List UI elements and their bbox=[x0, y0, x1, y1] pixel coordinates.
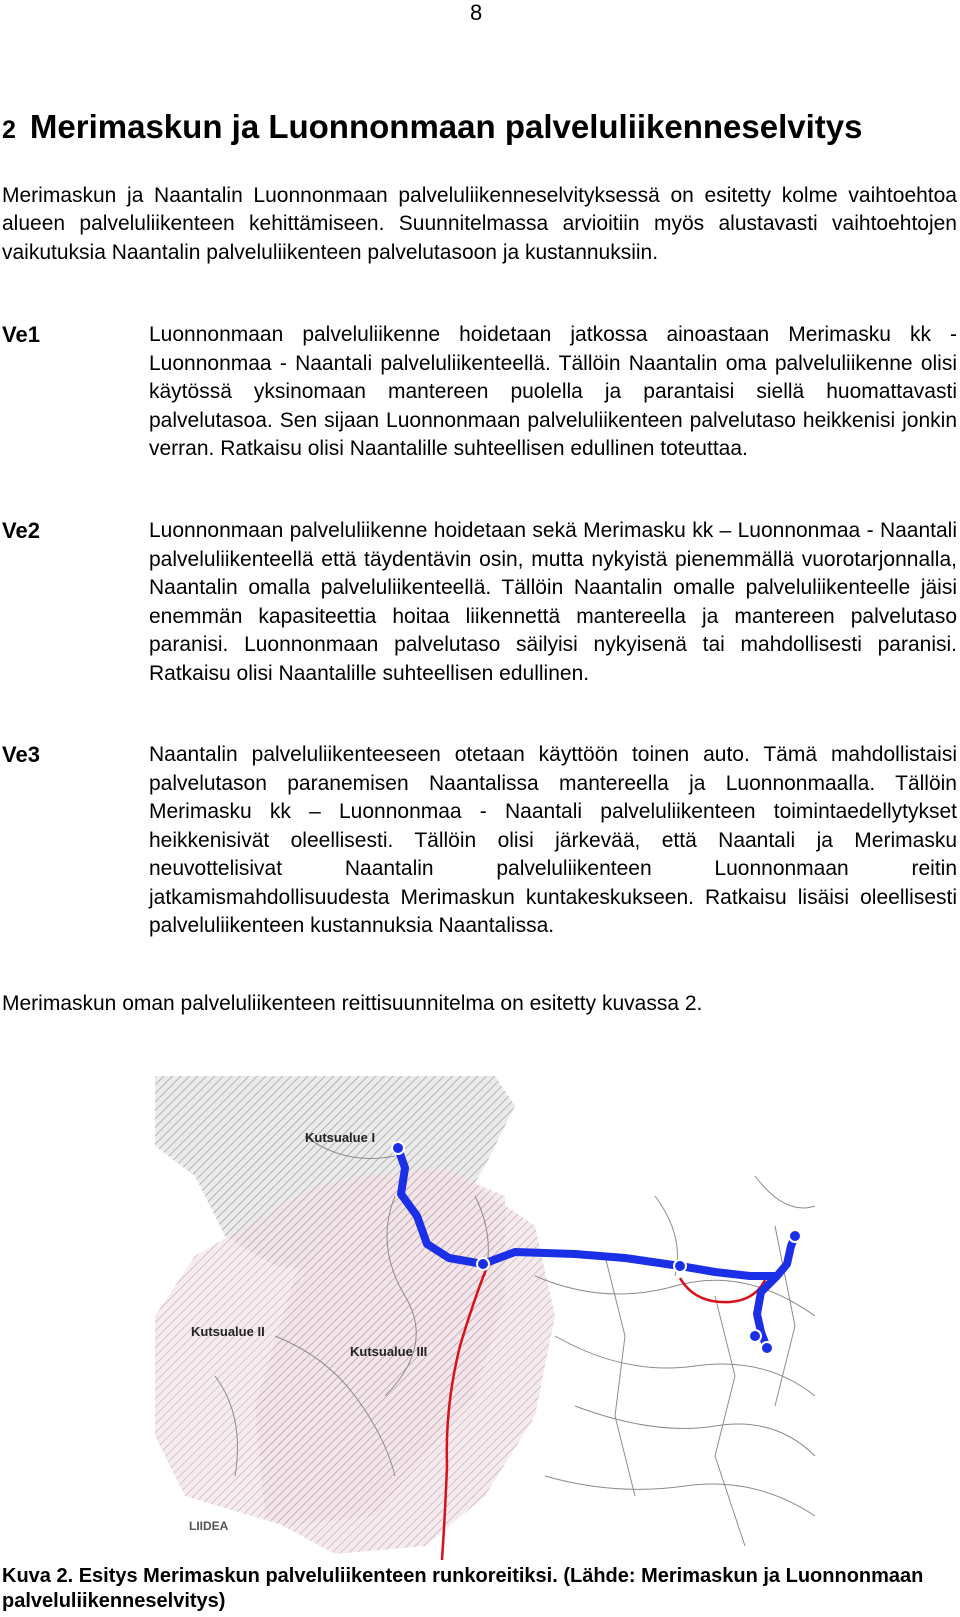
intro-paragraph: Merimaskun ja Naantalin Luonnonmaan palveluliikenneselvityksessä on esitetty kolme vaihtoehtoa alueen palveluliikenteen kehittämiseen. Suunnitelmassa arvioitiin myös alustavasti vaihtoehtojen vaikutuksia Naantalin palveluliikenteen palvelutasoon ja kustannuksiin. bbox=[2, 184, 957, 264]
figure-caption: Kuva 2. Esitys Merimaskun palveluliikenteen runkoreitiksi. (Lähde: Merimaskun ja Luonnonmaan palveluliikenneselvitys) bbox=[2, 1565, 924, 1612]
option-label-ve3: Ve3 bbox=[2, 742, 40, 767]
option-label-ve2: Ve2 bbox=[2, 518, 40, 543]
zone-label-iii: Kutsualue III bbox=[350, 1344, 428, 1359]
zone-label-ii: Kutsualue II bbox=[191, 1324, 265, 1339]
map-logo: LIIDEA bbox=[189, 1519, 229, 1533]
option-text-ve3: Naantalin palveluliikenteeseen otetaan käyttöön toinen auto. Tämä mahdollistaisi palvelutason paranemisen Naantalissa mantereella ja Luonnonmaalla. Tällöin Merimasku kk – Luonnonmaa - Naantali palveluliikenteen toimintaedellytykset heikkenisivät oleellisesti. Tällöin olisi järkevää, että Naantali ja Merimasku neuvottelisivat Naantalin palveluliikenteen Luonnonmaan reitin jatkamismahdollisuudesta Merimaskun kuntakeskukseen. Ratkaisu lisäisi oleellisesti palveluliikenteen kustannuksia Naantalissa. bbox=[149, 743, 957, 937]
option-text-ve1: Luonnonmaan palveluliikenne hoidetaan jatkossa ainoastaan Merimasku kk - Luonnonmaa - Naantali palveluliikenteellä. Tällöin Naantalin oma palveluliikenne olisi käytössä yksinomaan mantereen puolella ja parantaisi siellä huomattavasti palvelutasoa. Sen sijaan Luonnonmaan palveluliikenteen palvelutaso heikkenisi jonkin verran. Ratkaisu olisi Naantalille suhteellisen edullinen toteuttaa. bbox=[149, 323, 957, 460]
zone-label-i: Kutsualue I bbox=[305, 1130, 376, 1145]
section-number: 2 bbox=[2, 116, 16, 144]
option-text-ve2: Luonnonmaan palveluliikenne hoidetaan sekä Merimasku kk – Luonnonmaa - Naantali palveluliikenteellä että täydentävin osin, mutta nykyistä pienemmällä vuorotarjonnalla, Naantalin omalla palveluliikenteellä. Tällöin Naantalin omalle palveluliikenteelle jäisi enemmän kapasiteettia hoitaa liikennettä mantereella ja mantereen palvelutaso paranisi. Luonnonmaan palvelutaso säilyisi nykyisenä tai mahdollisesti paranisi. Ratkaisu olisi Naantalille suhteellisen edullinen. bbox=[149, 519, 957, 685]
option-label-ve1: Ve1 bbox=[2, 322, 40, 347]
route-map bbox=[155, 1076, 822, 1560]
section-title: Merimaskun ja Luonnonmaan palveluliikenneselvitys bbox=[29, 108, 863, 145]
closing-paragraph: Merimaskun oman palveluliikenteen reittisuunnitelma on esitetty kuvassa 2. bbox=[2, 992, 703, 1015]
section-heading bbox=[2, 108, 863, 146]
page-number: 8 bbox=[470, 0, 483, 25]
